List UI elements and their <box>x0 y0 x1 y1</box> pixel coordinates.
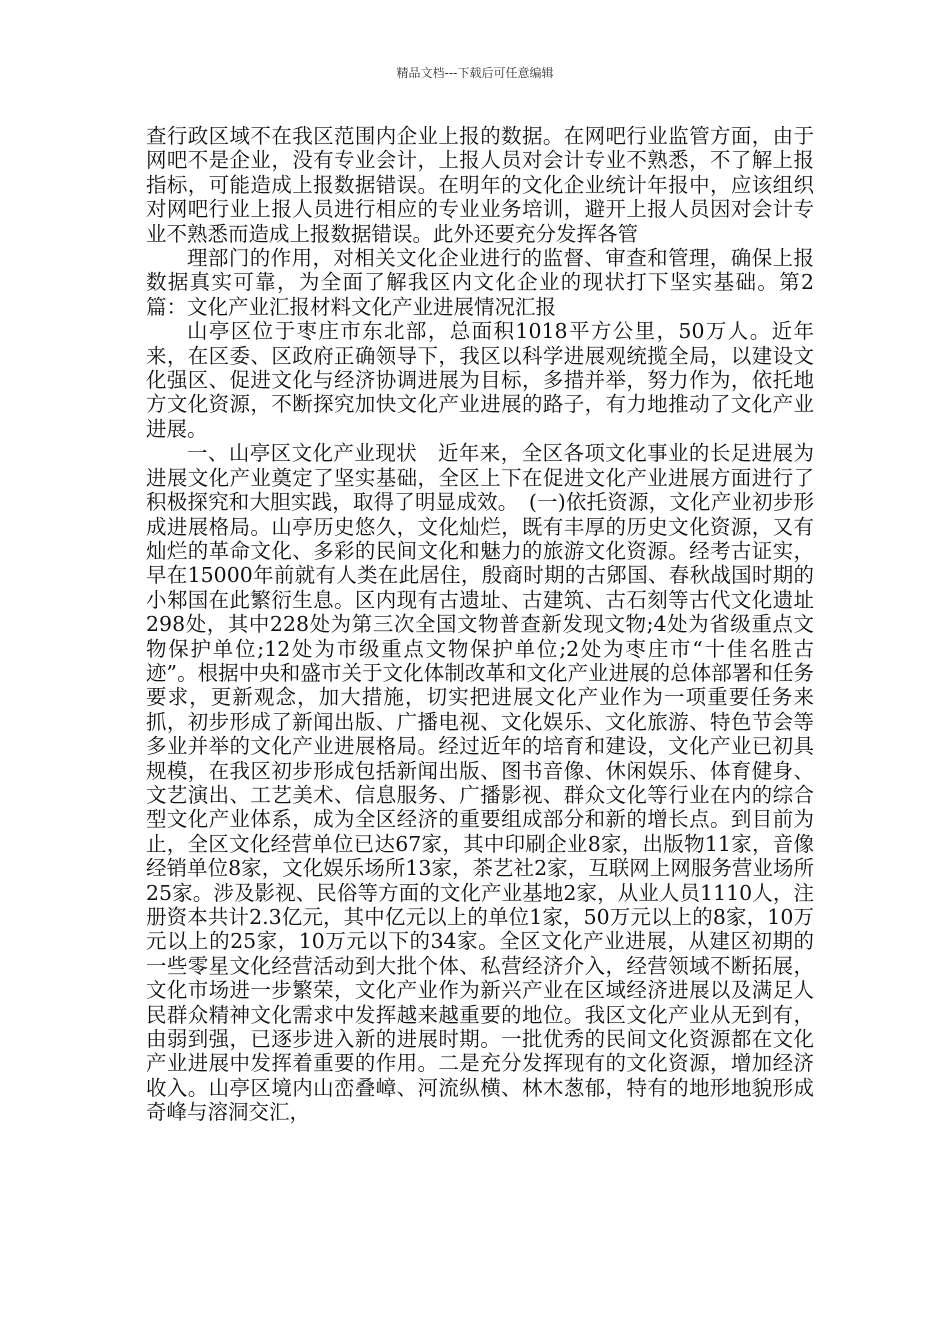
paragraph: 理部门的作用，对相关文化企业进行的监督、审查和管理，确保上报数据真实可靠，为全面了解我区内文化企业的现状打下坚实基础。第2篇：文化产业汇报材料文化产业进展情况汇报 <box>146 246 814 319</box>
page-header: 精品文档---下载后可任意编辑 <box>396 66 554 80</box>
paragraph: 山亭区位于枣庄市东北部，总面积1018平方公里，50万人。近年来，在区委、区政府正确领导下，我区以科学进展观统揽全局，以建设文化强区、促进文化与经济协调进展为目标，多措并举，努力作为，依托地方文化资源，不断探究加快文化产业进展的路子，有力地推动了文化产业进展。 <box>146 319 814 441</box>
document-body <box>146 124 814 1125</box>
paragraph: 查行政区域不在我区范围内企业上报的数据。在网吧行业监管方面，由于网吧不是企业，没有专业会计，上报人员对会计专业不熟悉，不了解上报指标，可能造成上报数据错误。在明年的文化企业统计年报中，应该组织对网吧行业上报人员进行相应的专业业务培训，避开上报人员因对会计专业不熟悉而造成上报数据错误。此外还要充分发挥各管 <box>146 124 814 246</box>
paragraph: 一、山亭区文化产业现状 近年来，全区各项文化事业的长足进展为进展文化产业奠定了坚实基础，全区上下在促进文化产业进展方面进行了积极探究和大胆实践，取得了明显成效。 (一)依托资源，文化产业初步形成进展格局。山亭历史悠久，文化灿烂，既有丰厚的历史文化资源，又有灿烂的革命文化、多彩的民间文化和魅力的旅游文化资源。经考古证实，早在15000年前就有人类在此居住，殷商时期的古郳国、春秋战国时期的小邾国在此繁衍生息。区内现有古遗址、古建筑、古石刻等古代文化遗址298处，其中228处为第三次全国文物普查新发现文物;4处为省级重点文物保护单位;12处为市级重点文物保护单位;2处为枣庄市“十佳名胜古迹”。根据中央和盛市关于文化体制改革和文化产业进展的总体部署和任务要求，更新观念，加大措施，切实把进展文化产业作为一项重要任务来抓，初步形成了新闻出版、广播电视、文化娱乐、文化旅游、特色节会等多业并举的文化产业进展格局。经过近年的培育和建设，文化产业已初具规模，在我区初步形成包括新闻出版、图书音像、休闲娱乐、体育健身、文艺演出、工艺美术、信息服务、广播影视、群众文化等行业在内的综合型文化产业体系，成为全区经济的重要组成部分和新的增长点。到目前为止，全区文化经营单位已达67家，其中印刷企业8家，出版物11家，音像经销单位8家，文化娱乐场所13家，茶艺社2家，互联网上网服务营业场所25家。涉及影视、民俗等方面的文化产业基地2家，从业人员1110人，注册资本共计2.3亿元，其中亿元以上的单位1家，50万元以上的8家，10万元以上的25家，10万元以下的34家。全区文化产业进展，从建区初期的一些零星文化经营活动到大批个体、私营经济介入，经营领域不断拓展，文化市场进一步繁荣，文化产业作为新兴产业在区域经济进展以及满足人民群众精神文化需求中发挥越来越重要的地位。我区文化产业从无到有，由弱到强，已逐步进入新的进展时期。一批优秀的民间文化资源都在文化产业进展中发挥着重要的作用。二是充分发挥现有的文化资源，增加经济收入。山亭区境内山峦叠嶂、河流纵横、林木葱郁，特有的地形地貌形成奇峰与溶洞交汇， <box>146 441 814 1125</box>
